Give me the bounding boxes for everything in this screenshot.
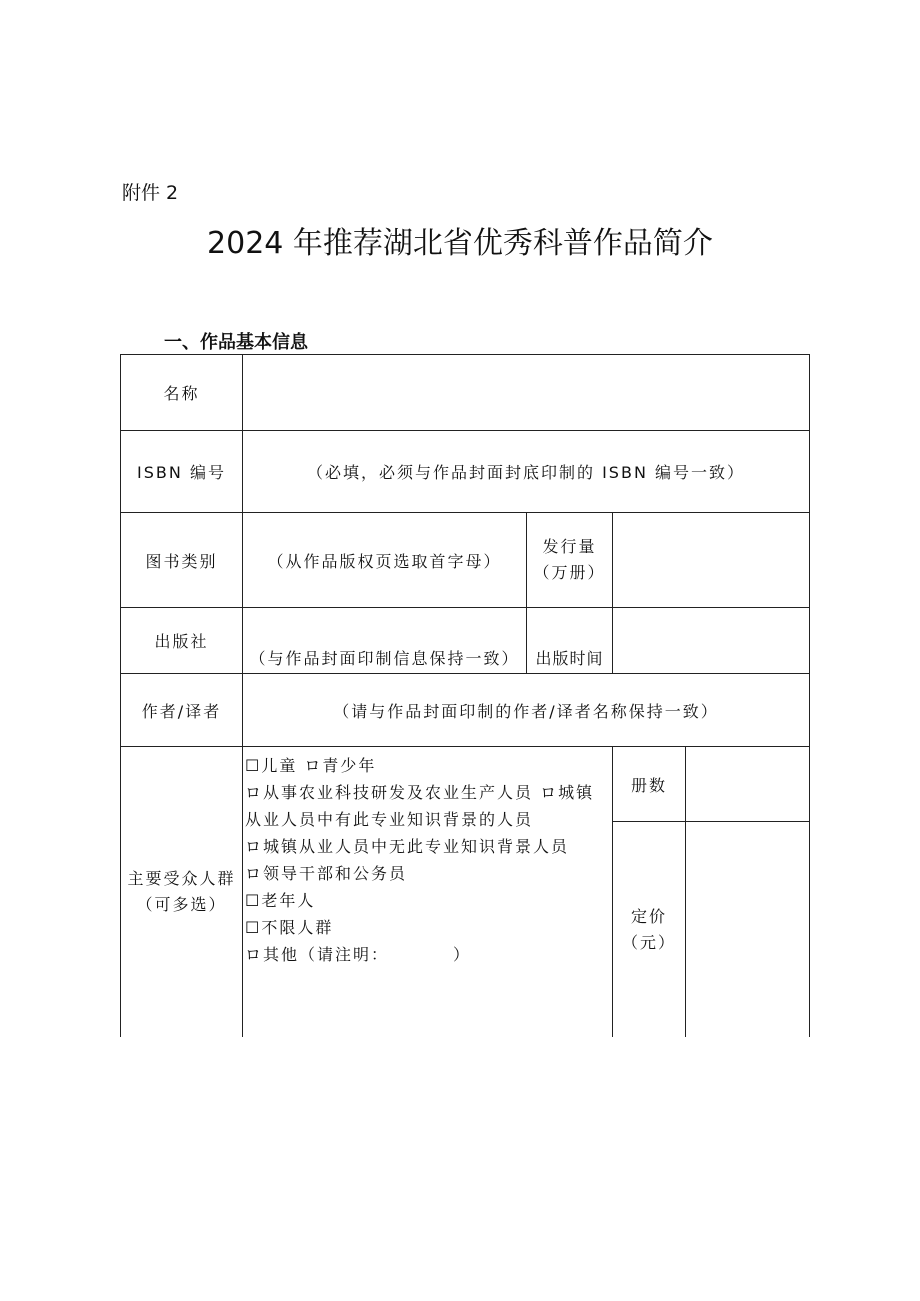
volumes-field[interactable] bbox=[686, 747, 809, 821]
volumes-label: 册数 bbox=[630, 775, 667, 795]
price-field[interactable] bbox=[686, 822, 809, 1037]
audience-option[interactable]: ロ领导干部和公务员 bbox=[245, 864, 408, 883]
audience-label bbox=[121, 747, 242, 1037]
audience-label-line2: （可多选） bbox=[136, 895, 227, 914]
pubdate-label: 出版时间 bbox=[535, 649, 604, 668]
price-label-line1: 定价 bbox=[630, 906, 667, 926]
category-field[interactable]: （从作品版权页选取首字母） bbox=[267, 551, 502, 571]
attachment-label: 附件 2 bbox=[122, 182, 179, 204]
circulation-label-line2: （万册） bbox=[533, 563, 606, 582]
isbn-label: ISBN 编号 bbox=[137, 463, 226, 482]
audience-option[interactable]: ☐老年人 bbox=[245, 891, 316, 910]
page-title: 2024 年推荐湖北省优秀科普作品简介 bbox=[207, 226, 713, 261]
publisher-label: 出版社 bbox=[154, 632, 209, 651]
circulation-field[interactable] bbox=[613, 513, 809, 607]
audience-label-line1: 主要受众人群 bbox=[127, 869, 236, 888]
audience-option[interactable]: ロ其他（请注明： ） bbox=[245, 945, 472, 964]
audience-option[interactable]: ロ城镇从业人员中无此专业知识背景人员 bbox=[245, 837, 570, 856]
circulation-label bbox=[527, 513, 612, 607]
audience-option[interactable]: ☐不限人群 bbox=[245, 918, 334, 937]
audience-option[interactable]: ロ从事农业科技研发及农业生产人员 ロ城镇 bbox=[245, 783, 595, 802]
author-label: 作者/译者 bbox=[141, 701, 222, 721]
publisher-field[interactable]: （与作品封面印制信息保持一致） bbox=[249, 649, 520, 668]
audience-option[interactable]: 从业人员中有此专业知识背景的人员 bbox=[245, 810, 534, 829]
name-label: 名称 bbox=[163, 384, 200, 403]
price-label bbox=[613, 822, 685, 1037]
author-field[interactable]: （请与作品封面印制的作者/译者名称保持一致） bbox=[333, 701, 719, 721]
price-label-line2: （元） bbox=[621, 932, 676, 952]
isbn-field[interactable]: （必填，必须与作品封面封底印制的 ISBN 编号一致） bbox=[307, 463, 745, 482]
audience-options bbox=[245, 752, 607, 968]
audience-option[interactable]: ☐儿童 ロ青少年 bbox=[245, 756, 377, 775]
pubdate-field[interactable] bbox=[613, 608, 809, 673]
circulation-label-line1: 发行量 bbox=[542, 537, 597, 556]
name-field[interactable] bbox=[243, 355, 809, 430]
category-label: 图书类别 bbox=[145, 551, 218, 571]
section-heading: 一、作品基本信息 bbox=[164, 332, 308, 353]
